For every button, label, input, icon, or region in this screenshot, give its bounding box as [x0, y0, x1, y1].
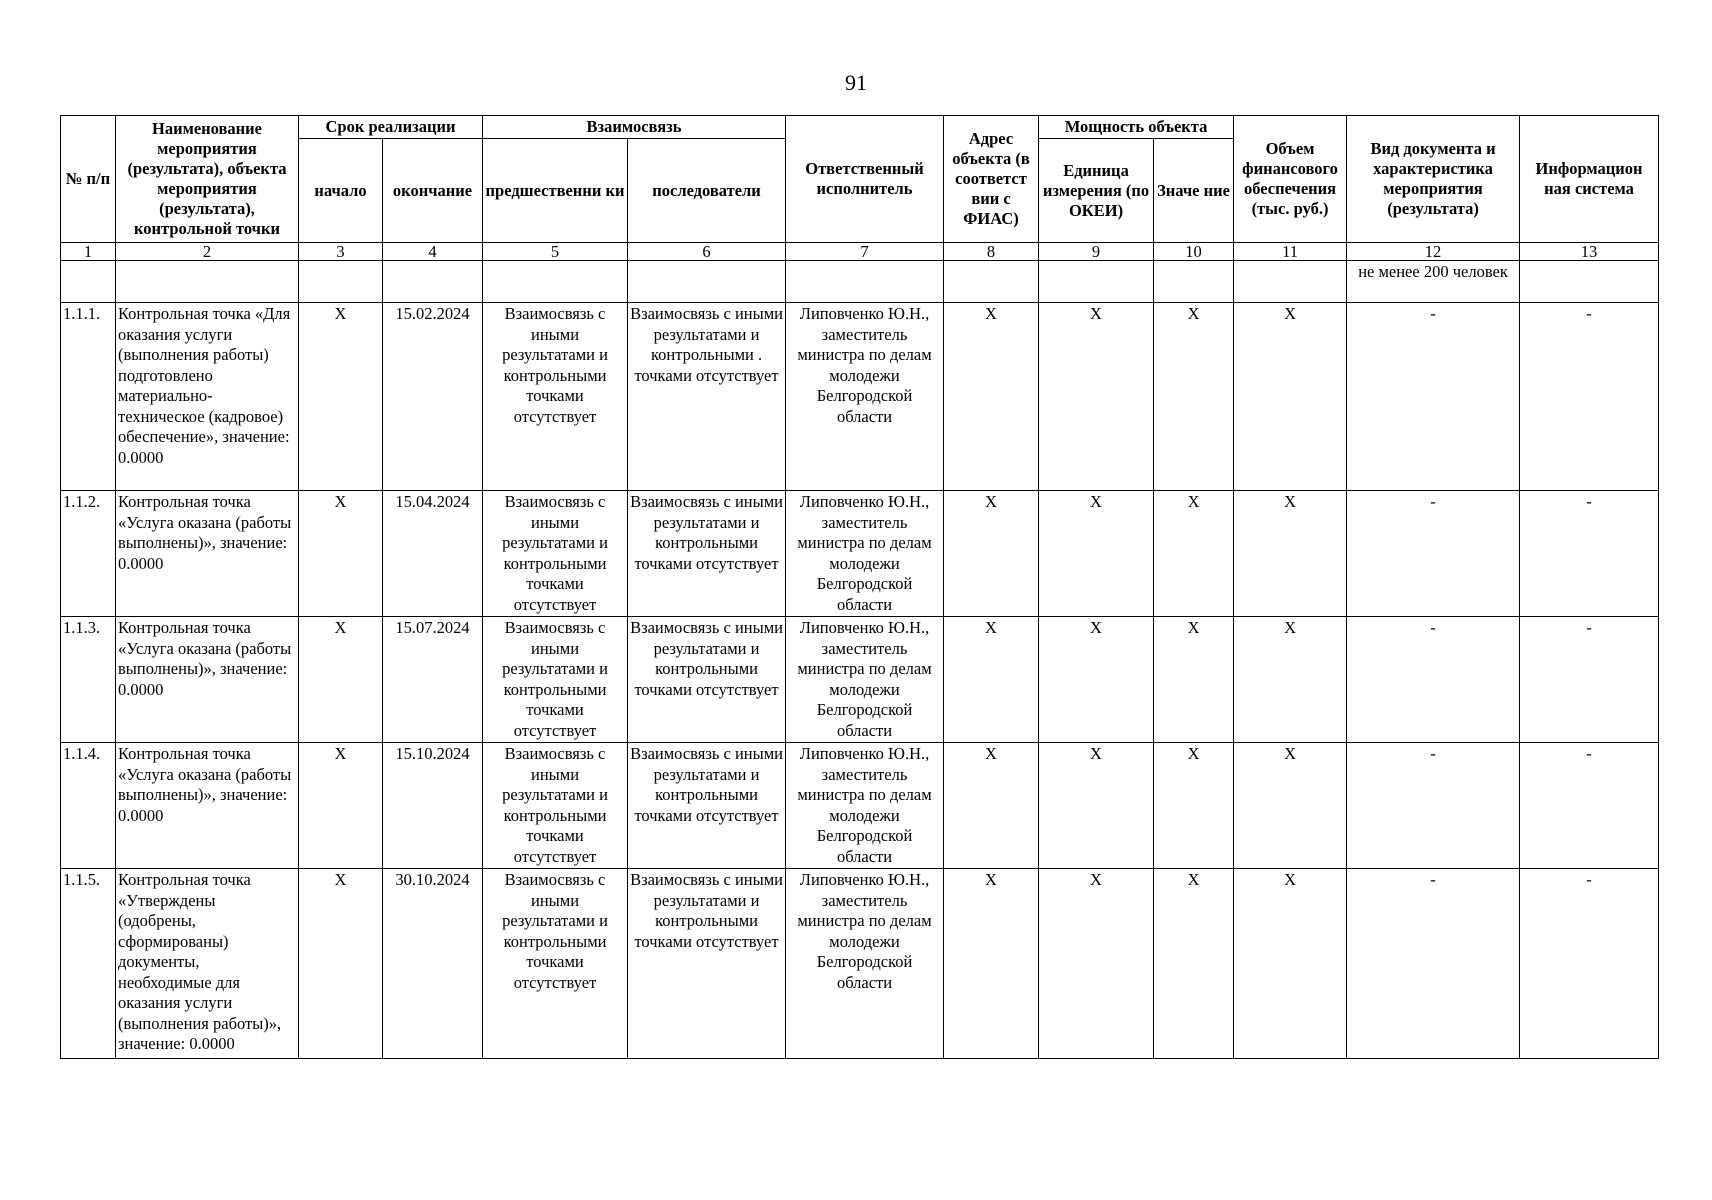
row-name: Контрольная точка «Утверждены (одобрены, сформированы) документы, необходимые для оказания услуги (выполнения работы)», значение: 0.0000	[116, 869, 299, 1059]
header-num: № п/п	[61, 116, 116, 243]
row-end: 15.04.2024	[383, 491, 483, 617]
row-address: X	[944, 617, 1039, 743]
carryover-row	[61, 261, 1659, 303]
header-info-system: Информацион ная система	[1520, 116, 1659, 243]
row-finance: X	[1234, 617, 1347, 743]
row-num: 1.1.4.	[61, 743, 116, 869]
row-predecessors: Взаимосвязь с иными результатами и контрольными точками отсутствует	[483, 491, 628, 617]
header-responsible: Ответственный исполнитель	[786, 116, 944, 243]
page-number: 91	[845, 70, 867, 95]
row-doc-type: -	[1347, 303, 1520, 491]
row-start: X	[299, 491, 383, 617]
row-value: X	[1154, 617, 1234, 743]
row-unit: X	[1039, 869, 1154, 1059]
column-number: 11	[1234, 243, 1347, 261]
row-successors: Взаимосвязь с иными результатами и контрольными точками отсутствует	[628, 869, 786, 1059]
row-value: X	[1154, 869, 1234, 1059]
row-unit: X	[1039, 491, 1154, 617]
row-address: X	[944, 491, 1039, 617]
row-doc-type: -	[1347, 491, 1520, 617]
column-number: 1	[61, 243, 116, 261]
column-number: 10	[1154, 243, 1234, 261]
header-term-group: Срок реализации	[299, 116, 483, 139]
table-row	[61, 491, 1659, 617]
row-value: X	[1154, 491, 1234, 617]
column-number: 7	[786, 243, 944, 261]
row-info-system: -	[1520, 743, 1659, 869]
row-end: 30.10.2024	[383, 869, 483, 1059]
column-number: 3	[299, 243, 383, 261]
table-body	[61, 261, 1659, 1059]
table-row	[61, 617, 1659, 743]
row-doc-type: -	[1347, 743, 1520, 869]
row-successors: Взаимосвязь с иными результатами и контрольными . точками отсутствует	[628, 303, 786, 491]
header-power-group: Мощность объекта	[1039, 116, 1234, 139]
header-unit: Единица измерения (по ОКЕИ)	[1039, 139, 1154, 243]
column-number: 9	[1039, 243, 1154, 261]
row-responsible: Липовченко Ю.Н., заместитель министра по делам молодежи Белгородской области	[786, 869, 944, 1059]
row-num: 1.1.5.	[61, 869, 116, 1059]
row-unit: X	[1039, 303, 1154, 491]
row-predecessors: Взаимосвязь с иными результатами и контрольными точками отсутствует	[483, 743, 628, 869]
row-name: Контрольная точка «Для оказания услуги (выполнения работы) подготовлено материально-техническое (кадровое) обеспечение», значение: 0.0000	[116, 303, 299, 491]
header-predecessors: предшественни ки	[483, 139, 628, 243]
row-start: X	[299, 617, 383, 743]
row-info-system: -	[1520, 491, 1659, 617]
header-link-group: Взаимосвязь	[483, 116, 786, 139]
row-name: Контрольная точка «Услуга оказана (работы выполнены)», значение: 0.0000	[116, 743, 299, 869]
row-doc-type: -	[1347, 869, 1520, 1059]
row-info-system: -	[1520, 617, 1659, 743]
row-finance: X	[1234, 303, 1347, 491]
header-address: Адрес объекта (в соответст вии с ФИАС)	[944, 116, 1039, 243]
row-value: X	[1154, 743, 1234, 869]
row-predecessors: Взаимосвязь с иными результатами и контрольными точками отсутствует	[483, 869, 628, 1059]
row-successors: Взаимосвязь с иными результатами и контрольными точками отсутствует	[628, 743, 786, 869]
row-predecessors: Взаимосвязь с иными результатами и контрольными точками отсутствует	[483, 617, 628, 743]
table-header	[61, 116, 1659, 261]
row-doc-type: -	[1347, 617, 1520, 743]
header-finance: Объем финансового обеспечения (тыс. руб.)	[1234, 116, 1347, 243]
row-num: 1.1.1.	[61, 303, 116, 491]
row-responsible: Липовченко Ю.Н., заместитель министра по делам молодежи Белгородской области	[786, 491, 944, 617]
row-address: X	[944, 303, 1039, 491]
carryover-note: не менее 200 человек	[1347, 261, 1520, 303]
row-responsible: Липовченко Ю.Н., заместитель министра по делам молодежи Белгородской области	[786, 617, 944, 743]
header-doc-type: Вид документа и характеристика мероприятия (результата)	[1347, 116, 1520, 243]
row-num: 1.1.3.	[61, 617, 116, 743]
column-numbers-row	[61, 243, 1659, 261]
header-start: начало	[299, 139, 383, 243]
header-name: Наименование мероприятия (результата), объекта мероприятия (результата), контрольной точки	[116, 116, 299, 243]
row-finance: X	[1234, 869, 1347, 1059]
row-finance: X	[1234, 743, 1347, 869]
row-end: 15.07.2024	[383, 617, 483, 743]
row-predecessors: Взаимосвязь с иными результатами и контрольными точками отсутствует	[483, 303, 628, 491]
row-info-system: -	[1520, 869, 1659, 1059]
header-value: Значе ние	[1154, 139, 1234, 243]
header-successors: последователи	[628, 139, 786, 243]
row-value: X	[1154, 303, 1234, 491]
control-points-table	[60, 115, 1659, 1059]
row-start: X	[299, 743, 383, 869]
table-row	[61, 869, 1659, 1059]
row-end: 15.10.2024	[383, 743, 483, 869]
row-successors: Взаимосвязь с иными результатами и контрольными точками отсутствует	[628, 491, 786, 617]
header-end: окончание	[383, 139, 483, 243]
row-unit: X	[1039, 743, 1154, 869]
row-name: Контрольная точка «Услуга оказана (работы выполнены)», значение: 0.0000	[116, 491, 299, 617]
row-info-system: -	[1520, 303, 1659, 491]
row-num: 1.1.2.	[61, 491, 116, 617]
column-number: 6	[628, 243, 786, 261]
row-start: X	[299, 869, 383, 1059]
row-address: X	[944, 743, 1039, 869]
row-address: X	[944, 869, 1039, 1059]
row-responsible: Липовченко Ю.Н., заместитель министра по делам молодежи Белгородской области	[786, 303, 944, 491]
row-unit: X	[1039, 617, 1154, 743]
column-number: 5	[483, 243, 628, 261]
column-number: 8	[944, 243, 1039, 261]
row-responsible: Липовченко Ю.Н., заместитель министра по делам молодежи Белгородской области	[786, 743, 944, 869]
row-start: X	[299, 303, 383, 491]
row-finance: X	[1234, 491, 1347, 617]
row-name: Контрольная точка «Услуга оказана (работы выполнены)», значение: 0.0000	[116, 617, 299, 743]
table-row	[61, 303, 1659, 491]
column-number: 2	[116, 243, 299, 261]
column-number: 12	[1347, 243, 1520, 261]
row-successors: Взаимосвязь с иными результатами и контрольными точками отсутствует	[628, 617, 786, 743]
row-end: 15.02.2024	[383, 303, 483, 491]
table-row	[61, 743, 1659, 869]
column-number: 13	[1520, 243, 1659, 261]
column-number: 4	[383, 243, 483, 261]
